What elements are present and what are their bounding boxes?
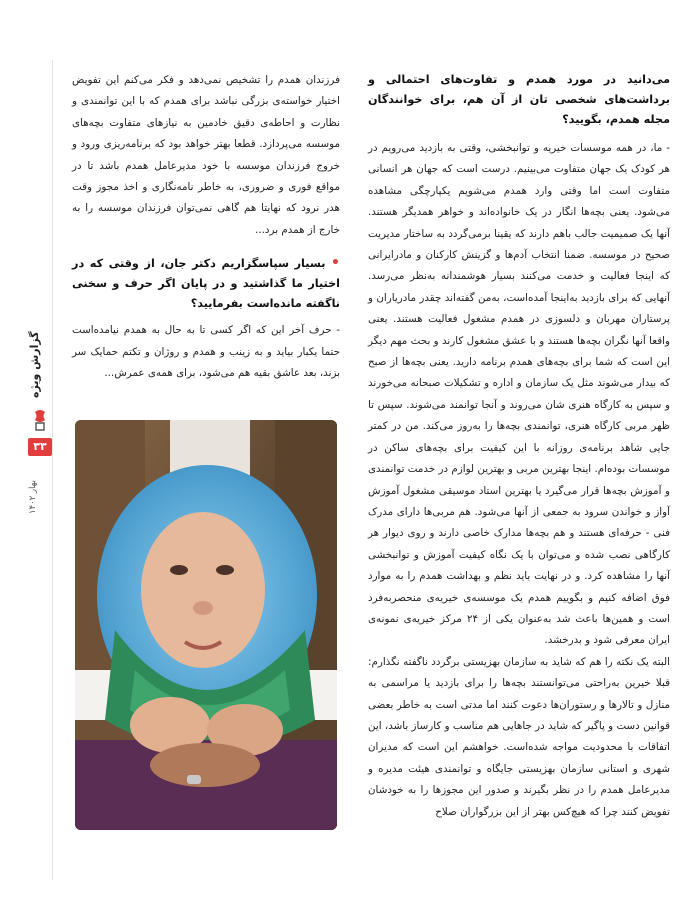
left-column: [72, 70, 340, 384]
closing-question: • بسیار سپاسگزاریم دکتر جان، از وقتی که در اختیار ما گذاشتید و در پایان اگر حرف و سخنی ناگفته مانده‌است بفرمایید؟: [72, 255, 340, 311]
magazine-logo-icon: [32, 408, 48, 432]
closing-answer: - حرف آخر این که اگر کسی تا به حال به همدم نیامده‌است حتما یکبار بیاید و به زینب و همدم و روژان و تکتم حمایک سر بزند، بعد عاشق بقیه هم می‌شود، برای همه‌ی عمرش...: [72, 324, 340, 380]
page-sidebar: [28, 330, 52, 530]
interview-question: می‌دانید در مورد همدم و تفاوت‌های احتمالی و برداشت‌های شخصی تان از آن هم، برای خوانندگان مجله همدم، بگویید؟: [368, 73, 670, 126]
child-photo-illustration: [75, 420, 337, 830]
page-number: ۳۳: [28, 438, 52, 456]
margin-divider: [52, 60, 53, 880]
right-column: [368, 70, 670, 823]
bullet-icon: •: [331, 255, 340, 272]
interview-answer-continued: البته یک نکته را هم که شاید به سازمان بهزیستی برگردد ناگفته نگذارم: قبلا خیرین به‌راحتی می‌توانستند بچه‌ها را برای بازدید یا مراسمی به منازل و تالارها و رستوران‌ها دعوت کنند اما مدتی است به خاطر بعضی قوانین دست و پاگیر که شاید در جاهایی هم مناسب و کارساز باشد، این اتفاقات با محدودیت مواجه شده‌است. خواهشم این است که مدیران شهری و استانی سازمان بهزیستی جایگاه و توانمندی هیئت مدیره و مدیرعامل همدم را در نظر بگیرند و صدور این مجوزها را به خودشان تفویض کنند چرا که هیچ‌کس بهتر از این بزرگواران صلاح: [368, 655, 670, 818]
continued-paragraph: فرزندان همدم را تشخیص نمی‌دهد و فکر می‌کنم این تفویض اختیار خواسته‌ی بزرگی نباشد برای همدم که با این توانمندی و نظارت و احاطه‌ی دقیق خادمین به نیازهای متفاوت بچه‌های موسسه می‌پردازد. قطعا بهتر خواهد بود که برنامه‌ریزی ورود و خروج فرزندان موسسه با خود مدیرعامل همدم باشد تا در مواقع فوری و ضروری، به خاطر نامه‌نگاری و اخذ مجوز وقت هدر نرود که نهایتا هم گاهی نمی‌توان فرزندان موسسه را به خارج از همدم برد...: [72, 74, 340, 236]
child-photo: [75, 420, 337, 830]
issue-date: بهار ۱۴۰۲: [28, 480, 38, 514]
interview-answer: - ما، در همه موسسات خیریه و توانبخشی، وقتی به بازدید می‌رویم در هر کودک یک جهان متفاوت می‌بینیم. درست است که جهان هر انسانی متفاوت است اما وقتی وارد همدم می‌شویم یکپارچگی مشاهده می‌شود. یعنی بچه‌ها انگار در یک خانواده‌اند و خواهر همدیگر هستند. آنها یک صمیمیت جالب باهم دارند که یقینا برمی‌گردد به ساختار مدیریت صحیح در موسسه. ضمنا انتخاب آدم‌ها و گزینش کارکنان و مادرایرانی که اینجا فعالیت و خدمت می‌کنند بسیار هوشمندانه به‌نظر می‌رسد. آنهایی که برای بازدید به‌اینجا آمده‌است، به‌من گفته‌اند چقدر مادریاران و پرستاران مهربان و دلسوزی در همدم مشغول فعالیت هستند. یعنی واقعا آنها نگران بچه‌ها هستند و با عشق مشغول کارند و بحث مهم دیگر این است که شما برای بچه‌های همدم برنامه دارید. یعنی بچه‌ها از صبح که بیدار می‌شوند مثل یک سازمان و اداره و تشکیلات صبحانه می‌خورند و سپس به کارگاه هنری شان می‌روند و آنجا توانمند می‌شوند. سپس تا ظهر مربی کارگاه هنری، توانمندی بچه‌ها را به‌روز می‌کند. من در کمتر جایی شاهد برنامه‌ی روزانه با این کیفیت برای بچه‌های ساکن در موسسات بوده‌ام. اینجا بهترین مربی و بهترین لوازم در خدمت توانمندی و آموزش بچه‌ها قرار می‌گیرد یا بهترین استاد موسیقی مشغول آموزش آواز و خواندن سرود به جمعی از آنها می‌شود. هم مربی‌ها دارای مدرک فنی - حرفه‌ای هستند و هم بچه‌ها مدارک خاصی دارند و روی دیوار هر کارگاهی نصب شده و می‌توان با یک نگاه کیفیت آموزش و توانبخشی آنها را مشاهده کرد. و در نهایت باید نظم و بهداشت همدم را به موارد فوق اضافه کنیم و بگوییم همدم یک موسسه‌ی خیریه‌ی منحصربه‌فرد است و همین‌ها باعث شد به‌عنوان یکی از ۲۴ مرکز خیریه‌ی نمونه‌ی ایران معرفی شود و بدرخشد.: [368, 142, 670, 647]
section-label: گزارش ویژه: [28, 331, 41, 399]
